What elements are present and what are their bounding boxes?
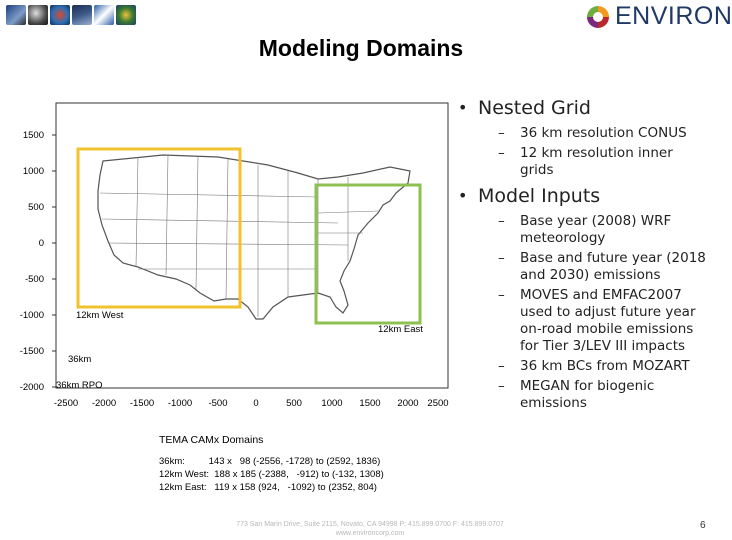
36km-domain-label: 36km [68, 354, 92, 365]
x-tick-label: 2500 [427, 398, 449, 409]
y-tick-label: 500 [28, 202, 44, 213]
thumbnail-image [116, 5, 136, 25]
dash-icon: – [498, 287, 505, 303]
sub-bullet-item [498, 250, 708, 284]
sub-bullet-text: 36 km resolution CONUS [520, 125, 687, 141]
y-tick-label: 1500 [22, 130, 44, 141]
dash-icon: – [498, 358, 505, 374]
y-axis [20, 130, 56, 393]
sub-bullet-text: 36 km BCs from MOZART [520, 358, 690, 374]
sub-bullet-item [498, 378, 708, 412]
caption-title: TEMA CAMx Domains [159, 434, 264, 446]
dash-icon: – [498, 213, 505, 229]
east-domain-label: 12km East [378, 324, 423, 335]
caption-line: 12km West: 188 x 185 (-2388, -912) to (-132, 1308) [159, 469, 384, 480]
caption-line: 12km East: 119 x 158 (924, -1092) to (2352, 804) [159, 482, 377, 493]
thumbnail-image [94, 5, 114, 25]
x-axis [54, 398, 449, 409]
thumbnail-image [6, 5, 26, 25]
sub-bullet-text: MOVES and EMFAC2007 used to adjust future year on-road mobile emissions for Tier 3/LEV III impacts [520, 287, 696, 354]
sub-bullet-text: MEGAN for biogenic emissions [520, 378, 655, 411]
slide-title-text: Modeling Domains [258, 35, 464, 61]
x-tick-label: -1000 [167, 398, 193, 409]
x-tick-label: -2000 [91, 398, 117, 409]
bullet-list [458, 97, 708, 415]
bullet-dot-icon: • [458, 98, 468, 117]
page-number: 6 [700, 520, 706, 531]
thumbnail-image [50, 5, 70, 25]
dash-icon: – [498, 145, 505, 161]
bullet-item [458, 97, 708, 119]
bullet-text: Model Inputs [478, 185, 601, 207]
environ-logo [584, 2, 732, 31]
footer-website: www.environcorp.com [335, 530, 405, 537]
sub-bullet-text: Base year (2008) WRF meteorology [520, 213, 672, 246]
y-tick-label: 0 [38, 238, 44, 249]
bullet-dot-icon: • [458, 186, 468, 205]
sub-bullet-item [498, 145, 708, 179]
header-image-strip [6, 5, 136, 25]
sub-bullet-item [498, 287, 708, 355]
sub-bullet-item [498, 125, 708, 142]
map-frame [56, 103, 448, 388]
x-tick-label: 0 [253, 398, 259, 409]
36km-rpo-label: 36km RPO [56, 380, 103, 391]
thumbnail-image [28, 5, 48, 25]
caption-line: 36km: 143 x 98 (-2556, -1728) to (2592, 1836) [159, 456, 381, 467]
domain-map [18, 93, 448, 503]
dash-icon: – [498, 125, 505, 141]
sub-bullet-item [498, 358, 708, 375]
sub-bullet-text: Base and future year (2018 and 2030) emissions [520, 250, 706, 283]
bullet-text: Nested Grid [478, 97, 591, 119]
x-tick-label: 2000 [397, 398, 419, 409]
x-tick-label: -2500 [53, 398, 79, 409]
slide-title [0, 35, 720, 62]
environ-logo-icon [584, 4, 612, 30]
x-tick-label: 1500 [359, 398, 381, 409]
y-tick-label: -500 [24, 274, 44, 285]
y-tick-label: -1500 [19, 346, 44, 357]
sub-bullet-text: 12 km resolution inner grids [520, 145, 673, 178]
x-tick-label: -1500 [129, 398, 155, 409]
dash-icon: – [498, 378, 505, 394]
y-tick-label: 1000 [22, 166, 44, 177]
thumbnail-image [72, 5, 92, 25]
x-tick-label: 500 [286, 398, 302, 409]
y-tick-label: -1000 [19, 310, 44, 321]
footer-address: 773 San Marin Drive, Suite 2115, Novato, CA 94998 P: 415.899.0700 F: 415.899.0707 [236, 521, 504, 528]
sub-bullet-item [498, 213, 708, 247]
footer [200, 520, 540, 538]
x-tick-label: 1000 [321, 398, 343, 409]
logo-text: ENVIRON [615, 2, 732, 30]
y-tick-label: -2000 [19, 382, 44, 393]
dash-icon: – [498, 250, 505, 266]
x-tick-label: -500 [208, 398, 228, 409]
west-domain-label: 12km West [76, 310, 124, 321]
bullet-item [458, 185, 708, 207]
